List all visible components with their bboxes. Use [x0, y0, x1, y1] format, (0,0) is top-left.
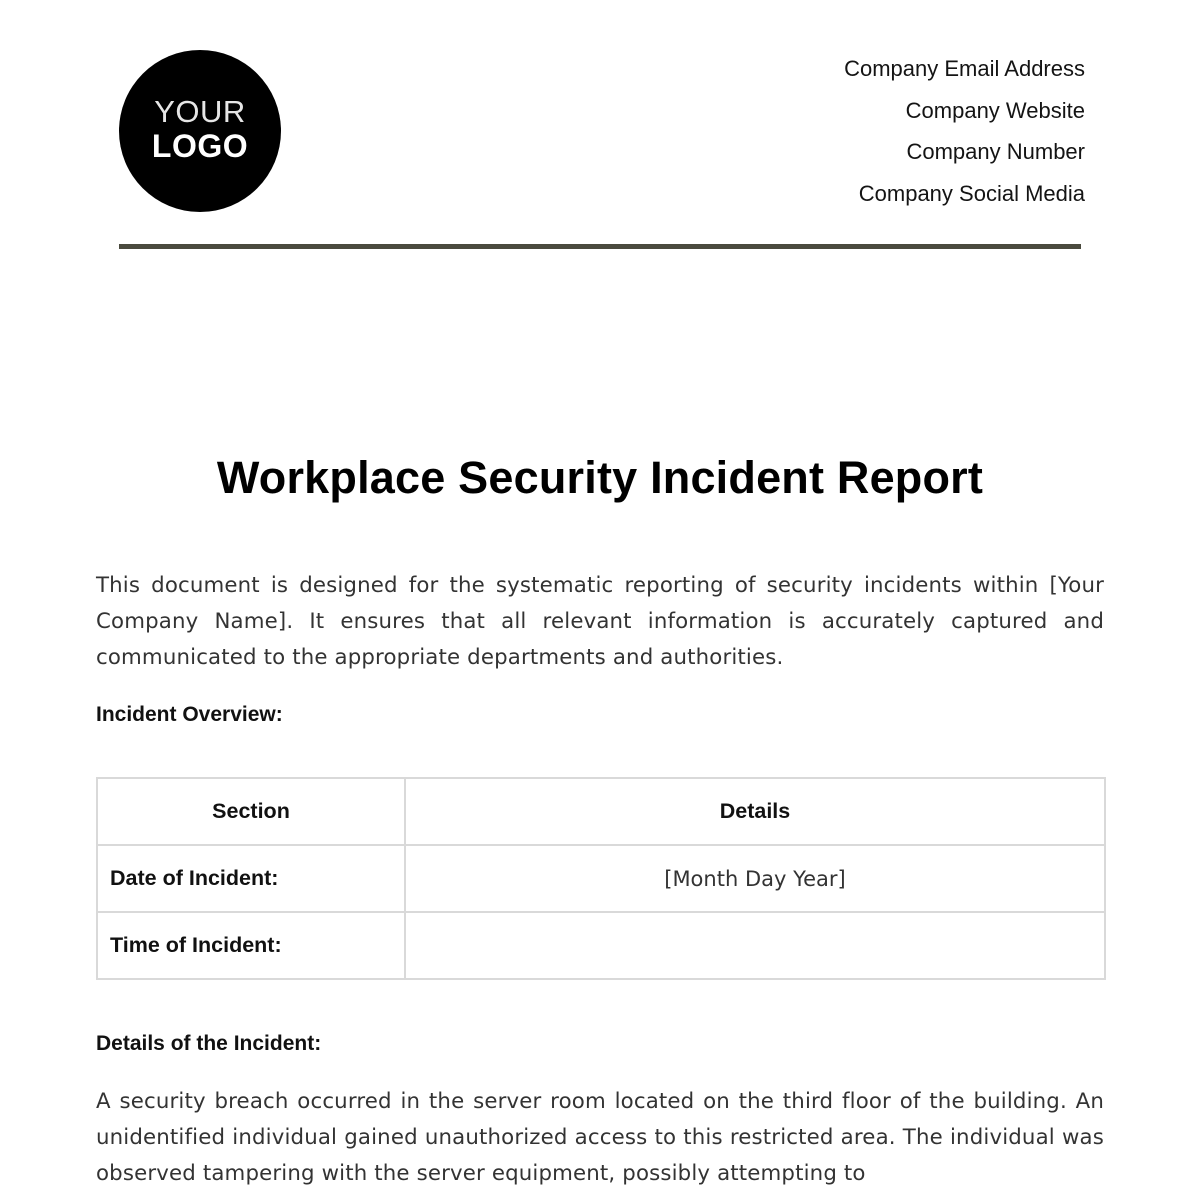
intro-paragraph: This document is designed for the systematic reporting of security incidents within [Your Company Name]. It ensures that all relevant information is accurately captured and communicated to the appropriate departments and authorities. — [96, 573, 1104, 670]
row-label-date: Date of Incident: — [97, 845, 405, 912]
company-social-media: Company Social Media — [858, 181, 1085, 207]
company-logo — [119, 50, 281, 212]
company-website: Company Website — [905, 97, 1085, 123]
logo-text-logo: LOGO — [151, 128, 249, 164]
company-contact-block — [844, 54, 1085, 221]
incident-details-paragraph: A security breach occurred in the server room located on the third floor of the building. An unidentified individual gained unauthorized access to this restricted area. The individual was observed tampering with the server equipment, possibly attempting to — [96, 1089, 1104, 1186]
header-divider — [119, 244, 1081, 249]
company-number: Company Number — [906, 139, 1085, 165]
incident-overview-heading: Incident Overview: — [96, 703, 283, 726]
column-header-section: Section — [97, 778, 405, 845]
row-label-time: Time of Incident: — [97, 912, 405, 979]
table-header-row — [97, 778, 1105, 845]
row-value-date: [Month Day Year] — [405, 845, 1105, 912]
row-value-time — [405, 912, 1105, 979]
logo-text-your: YOUR — [154, 94, 246, 129]
table-row — [97, 912, 1105, 979]
document-title: Workplace Security Incident Report — [216, 452, 984, 503]
table-row — [97, 845, 1105, 912]
column-header-details: Details — [405, 778, 1105, 845]
incident-overview-table — [96, 777, 1106, 980]
incident-details-heading: Details of the Incident: — [96, 1032, 322, 1055]
company-email: Company Email Address — [844, 56, 1085, 81]
